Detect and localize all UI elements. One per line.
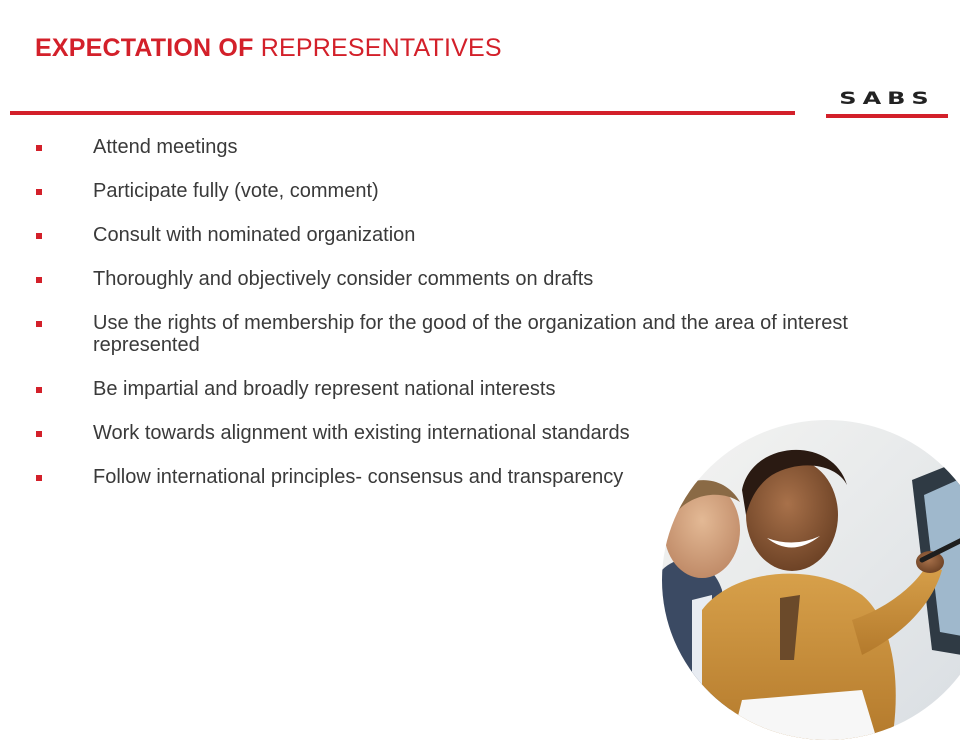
sabs-logo-bar [826,114,948,118]
bullet-item [34,180,874,202]
bullet-marker-icon [36,145,42,151]
bullet-marker-icon [36,277,42,283]
slide-title-rest: REPRESENTATIVES [253,34,502,62]
bullet-text: Follow international principles- consensus and transparency [93,466,624,488]
bullet-text: Be impartial and broadly represent national interests [93,378,556,400]
bullet-item [34,268,874,290]
bullet-text: Attend meetings [93,136,238,158]
title-underline-rule [10,111,795,115]
bullet-text: Participate fully (vote, comment) [93,180,379,202]
bullet-marker-icon [36,233,42,239]
sabs-logo [826,88,948,120]
bullet-marker-icon [36,431,42,437]
bullet-text: Consult with nominated organization [93,224,416,246]
bullet-marker-icon [36,321,42,327]
bullet-text: Use the rights of membership for the good of the organization and the area of interest represented [93,312,848,356]
slide-title-bold: EXPECTATION OF [35,34,254,62]
slide-title [35,34,502,63]
bullet-marker-icon [36,189,42,195]
bullet-marker-icon [36,475,42,481]
bullet-text: Work towards alignment with existing international standards [93,422,630,444]
sabs-logo-text: SABS [839,87,935,109]
bullet-marker-icon [36,387,42,393]
bullet-text: Thoroughly and objectively consider comments on drafts [93,268,594,290]
bullet-item [34,378,874,400]
bullet-item [34,224,874,246]
bullet-item [34,312,874,356]
bullet-item [34,136,874,158]
